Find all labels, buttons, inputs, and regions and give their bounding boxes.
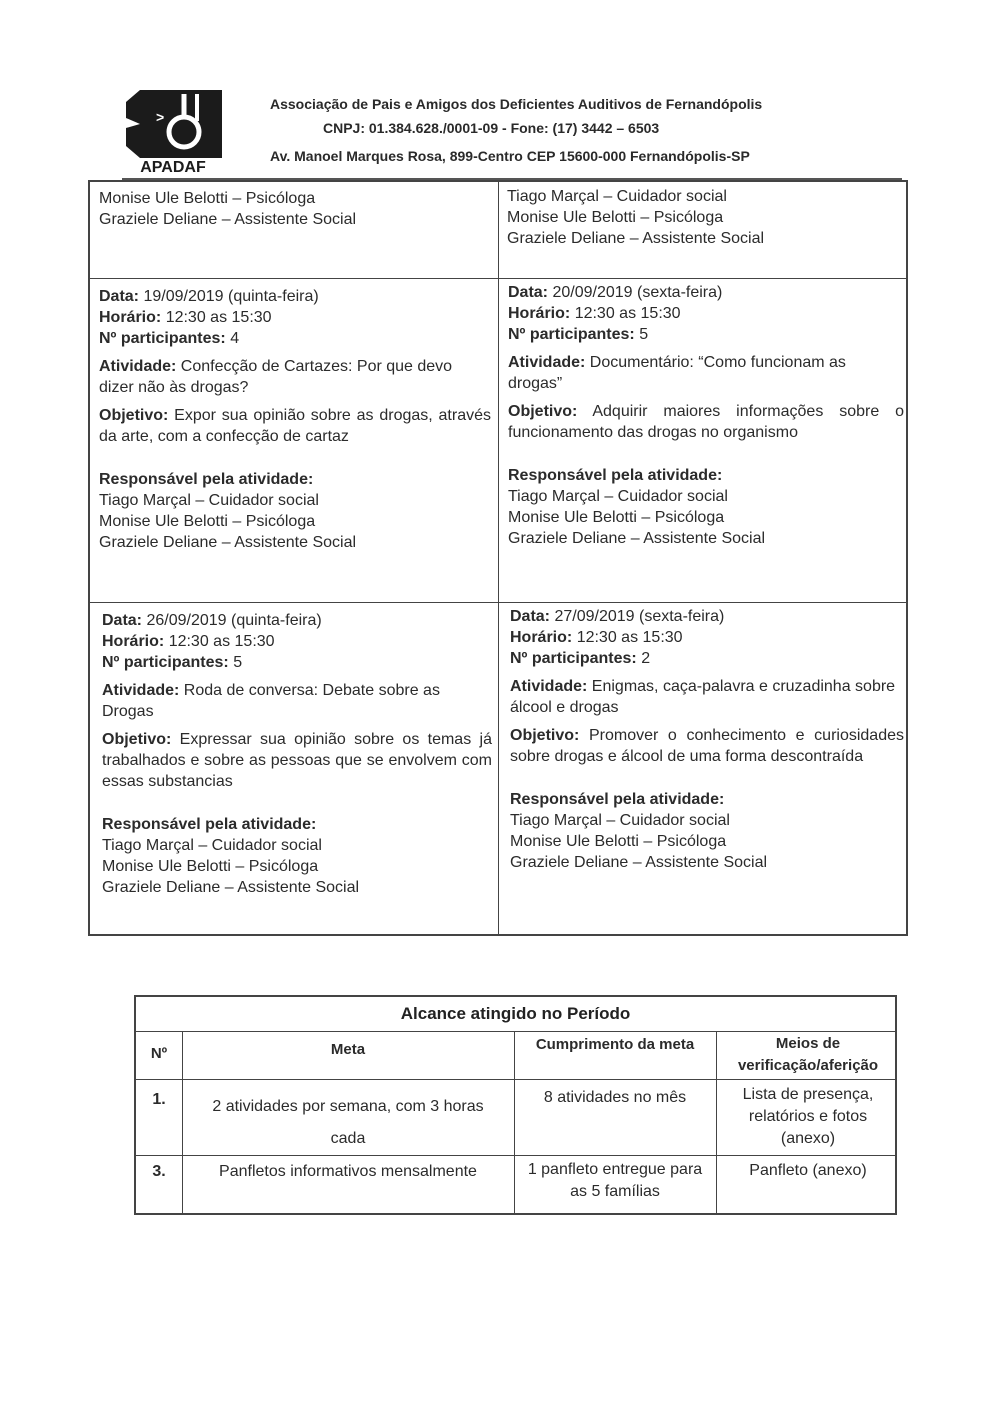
- row-meios: Panfleto (anexo): [749, 1162, 867, 1179]
- responsible-heading: Responsável pela atividade:: [510, 791, 725, 808]
- date-label: Data:: [508, 284, 549, 301]
- row-divider: [90, 278, 906, 279]
- time-value: 12:30 as 15:30: [168, 633, 275, 650]
- responsible-line: Tiago Marçal – Cuidador social: [508, 488, 728, 505]
- responsible-line: Graziele Deliane – Assistente Social: [507, 230, 765, 247]
- header-meios: Meios de verificação/aferição: [737, 1035, 879, 1074]
- row-divider: [136, 1079, 895, 1080]
- activity-value: Documentário: “Como funcionam as drogas”: [508, 354, 846, 392]
- participants-value: 2: [641, 650, 651, 667]
- participants-value: 5: [233, 654, 243, 671]
- svg-text:>: >: [156, 109, 165, 125]
- header-cumprimento: Cumprimento da meta: [535, 1036, 695, 1053]
- objective-value: Adquirir maiores informações sobre o funcionamento das drogas no organismo: [508, 403, 905, 441]
- date-label: Data:: [510, 608, 551, 625]
- responsible-line: Monise Ule Belotti – Psicóloga: [99, 190, 316, 207]
- participants-label: Nº participantes:: [508, 326, 635, 343]
- participants-value: 4: [230, 330, 240, 347]
- objective-value: Expor sua opinião sobre as drogas, através da arte, com a confecção de cartaz: [99, 407, 492, 445]
- time-label: Horário:: [508, 305, 571, 322]
- objective-value: Expressar sua opinião sobre os temas já trabalhados e sobre as pessoas que se envolvem com essas substancias: [102, 731, 492, 790]
- objective-label: Objetivo:: [508, 403, 578, 420]
- row-meios: Lista de presença, relatórios e fotos (anexo): [742, 1086, 874, 1147]
- participants-label: Nº participantes:: [102, 654, 229, 671]
- goals-table: [134, 995, 897, 1215]
- column-divider: [498, 182, 499, 934]
- row-cumprimento: 8 atividades no mês: [543, 1089, 687, 1106]
- date-label: Data:: [99, 288, 140, 305]
- date-value: 27/09/2019 (sexta-feira): [554, 608, 725, 625]
- activity-label: Atividade:: [102, 682, 180, 699]
- responsible-line: Tiago Marçal – Cuidador social: [510, 812, 730, 829]
- date-value: 26/09/2019 (quinta-feira): [146, 612, 322, 629]
- activity-value: Confecção de Cartazes: Por que devo dizer não às drogas?: [99, 358, 453, 396]
- responsible-heading: Responsável pela atividade:: [508, 467, 723, 484]
- row-meta: Panfletos informativos mensalmente: [219, 1163, 477, 1180]
- row-number: 1.: [152, 1091, 166, 1108]
- cnpj-line: CNPJ: 01.384.628./0001-09 - Fone: (17) 3442 – 6503: [323, 120, 660, 136]
- responsible-line: Monise Ule Belotti – Psicóloga: [99, 513, 316, 530]
- time-value: 12:30 as 15:30: [574, 305, 681, 322]
- apadaf-logo: [122, 88, 224, 174]
- time-value: 12:30 as 15:30: [165, 309, 272, 326]
- time-label: Horário:: [99, 309, 162, 326]
- responsible-line: Monise Ule Belotti – Psicóloga: [507, 209, 724, 226]
- responsible-line: Monise Ule Belotti – Psicóloga: [102, 858, 319, 875]
- apadaf-logo-icon: [122, 88, 224, 174]
- responsible-line: Tiago Marçal – Cuidador social: [99, 492, 319, 509]
- activity-cell: [510, 606, 904, 873]
- activity-label: Atividade:: [99, 358, 177, 375]
- org-name: Associação de Pais e Amigos dos Deficientes Auditivos de Fernandópolis: [270, 96, 763, 112]
- header-number: Nº: [150, 1045, 168, 1062]
- date-value: 19/09/2019 (quinta-feira): [143, 288, 319, 305]
- objective-label: Objetivo:: [99, 407, 169, 424]
- goals-table-title: Alcance atingido no Período: [400, 1004, 631, 1023]
- participants-value: 5: [639, 326, 649, 343]
- row-divider: [136, 1031, 895, 1032]
- responsible-line: Graziele Deliane – Assistente Social: [102, 879, 360, 896]
- responsible-line: Graziele Deliane – Assistente Social: [99, 534, 357, 551]
- column-divider: [514, 1031, 515, 1215]
- top-right-cell: [507, 186, 902, 249]
- responsible-heading: Responsável pela atividade:: [99, 471, 314, 488]
- responsible-line: Tiago Marçal – Cuidador social: [102, 837, 322, 854]
- responsible-line: Monise Ule Belotti – Psicóloga: [508, 509, 725, 526]
- activity-value: Roda de conversa: Debate sobre as Drogas: [102, 682, 440, 720]
- column-divider: [716, 1031, 717, 1215]
- responsible-line: Tiago Marçal – Cuidador social: [507, 188, 727, 205]
- responsible-line: Graziele Deliane – Assistente Social: [510, 854, 768, 871]
- logo-text: APADAF: [140, 159, 206, 174]
- participants-label: Nº participantes:: [99, 330, 226, 347]
- header-meta: Meta: [330, 1041, 366, 1058]
- responsible-heading: Responsável pela atividade:: [102, 816, 317, 833]
- time-value: 12:30 as 15:30: [576, 629, 683, 646]
- objective-label: Objetivo:: [510, 727, 580, 744]
- activity-value: Enigmas, caça-palavra e cruzadinha sobre álcool e drogas: [510, 678, 896, 716]
- activity-cell: [99, 286, 491, 553]
- row-cumprimento: 1 panfleto entregue para as 5 famílias: [527, 1161, 703, 1200]
- address-line: Av. Manoel Marques Rosa, 899-Centro CEP 15600-000 Fernandópolis-SP: [270, 148, 750, 164]
- date-value: 20/09/2019 (sexta-feira): [552, 284, 723, 301]
- activity-cell: [102, 610, 492, 898]
- activity-label: Atividade:: [510, 678, 588, 695]
- objective-value: Promover o conhecimento e curiosidades sobre drogas e álcool de uma forma descontraída: [510, 727, 905, 765]
- top-left-cell: [99, 188, 489, 230]
- row-number: 3.: [152, 1163, 166, 1180]
- activities-table: [88, 180, 908, 936]
- date-label: Data:: [102, 612, 143, 629]
- time-label: Horário:: [510, 629, 573, 646]
- responsible-line: Graziele Deliane – Assistente Social: [99, 211, 357, 228]
- responsible-line: Monise Ule Belotti – Psicóloga: [510, 833, 727, 850]
- row-divider: [90, 602, 906, 603]
- row-divider: [136, 1155, 895, 1156]
- activity-label: Atividade:: [508, 354, 586, 371]
- responsible-line: Graziele Deliane – Assistente Social: [508, 530, 766, 547]
- participants-label: Nº participantes:: [510, 650, 637, 667]
- objective-label: Objetivo:: [102, 731, 172, 748]
- time-label: Horário:: [102, 633, 165, 650]
- row-meta: 2 atividades por semana, com 3 horas cada: [212, 1098, 484, 1147]
- activity-cell: [508, 282, 904, 549]
